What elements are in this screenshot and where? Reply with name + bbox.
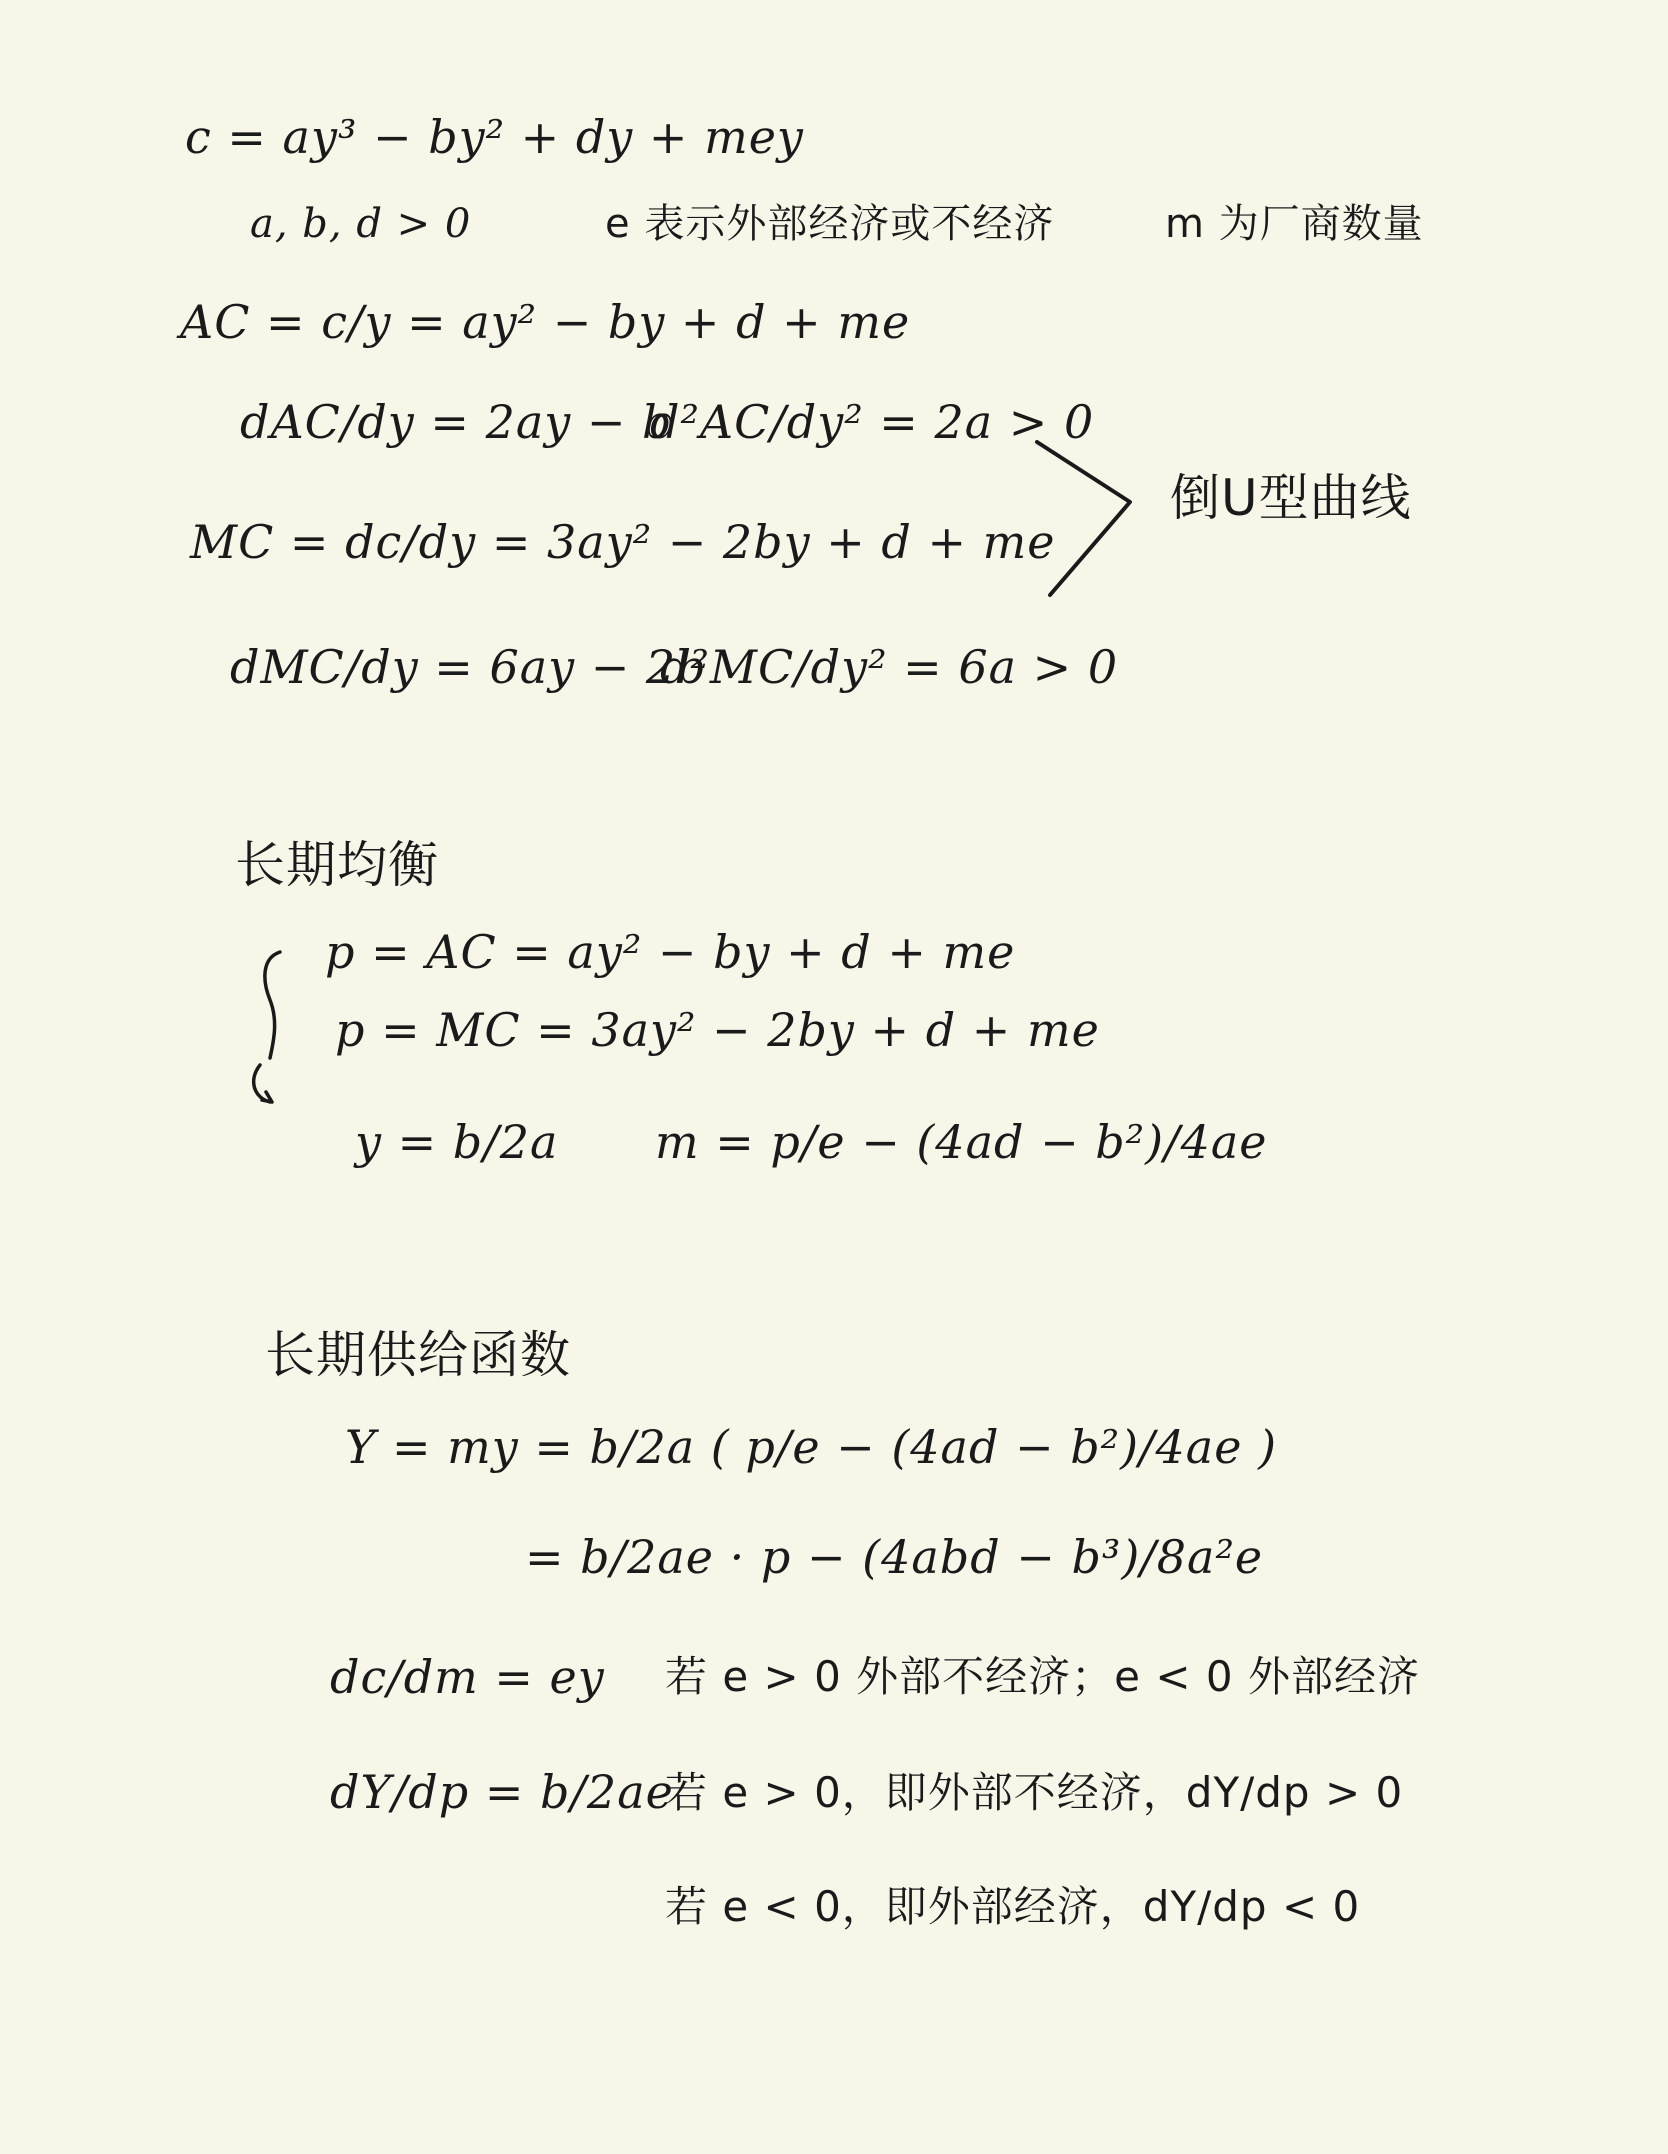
ac-first-derivative: dAC/dy = 2ay − b <box>240 395 673 449</box>
positive-e-case: 若 e > 0，即外部不经济，dY/dp > 0 <box>665 1768 1404 1817</box>
total-cost-equation: c = ay³ − by² + dy + mey <box>185 110 804 164</box>
negative-e-case: 若 e < 0，即外部经济，dY/dp < 0 <box>665 1882 1361 1931</box>
average-cost-equation: AC = c/y = ay² − by + d + me <box>180 295 911 349</box>
long-run-equilibrium-heading: 长期均衡 <box>235 836 439 894</box>
mc-first-derivative: dMC/dy = 6ay − 2b <box>230 640 707 694</box>
firm-count-note: m 为厂商数量 <box>1165 201 1424 247</box>
equilibrium-eq-price-mc: p = MC = 3ay² − 2by + d + me <box>335 1003 1100 1057</box>
curve-shape-note: 倒U型曲线 <box>1170 469 1412 527</box>
equilibrium-eq-price-ac: p = AC = ay² − by + d + me <box>325 925 1016 979</box>
dY-dp-equation: dY/dp = b/2ae <box>330 1765 674 1819</box>
equilibrium-solution-y: y = b/2a <box>355 1115 559 1169</box>
parameter-conditions: a, b, d > 0 <box>250 201 472 247</box>
system-brace <box>240 940 300 1110</box>
supply-function-line1: Y = my = b/2a ( p/e − (4ad − b²)/4ae ) <box>345 1420 1278 1474</box>
long-run-supply-heading: 长期供给函数 <box>265 1326 571 1384</box>
mc-second-derivative: d²MC/dy² = 6a > 0 <box>660 640 1119 694</box>
supply-function-line2: = b/2ae · p − (4abd − b³)/8a²e <box>525 1530 1264 1584</box>
equilibrium-solution-m: m = p/e − (4ad − b²)/4ae <box>655 1115 1268 1169</box>
ac-second-derivative: d²AC/dy² = 2a > 0 <box>650 395 1095 449</box>
grouping-chevron <box>1035 440 1135 600</box>
marginal-cost-equation: MC = dc/dy = 3ay² − 2by + d + me <box>190 515 1056 569</box>
external-effect-note: e 表示外部经济或不经济 <box>605 201 1055 247</box>
dc-dm-case-note: 若 e > 0 外部不经济；e < 0 外部经济 <box>665 1652 1420 1701</box>
dc-dm-equation: dc/dm = ey <box>330 1650 605 1704</box>
